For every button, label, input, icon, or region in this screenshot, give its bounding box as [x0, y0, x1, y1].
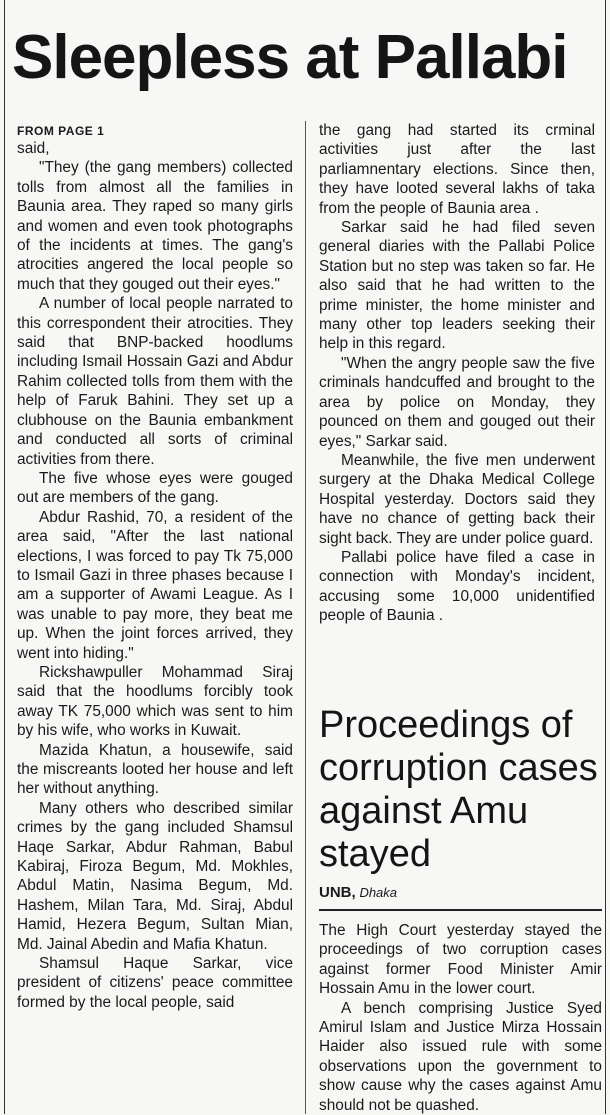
second-story-headline: Proceedings of corruption cases against Amu stayed [319, 704, 598, 875]
paragraph: Pallabi police have filed a case in connection with Monday's incident, accusing some 10,000 unidentified people of Baunia . [319, 548, 595, 625]
article-column-2 [319, 121, 595, 626]
paragraph: Shamsul Haque Sarkar, vice president of citizens' peace committee formed by the local people, said [17, 955, 293, 1011]
paragraph: A number of local people narrated to this correspondent their atrocities. They said that BNP-backed hoodlums including Ismail Hossain Gazi and Abdur Rahim collected tolls from them with the help of Faruk Bahini. They set up a clubhouse on the Baunia embankment and conducted all sorts of criminal activities from there. [17, 295, 293, 468]
paragraph: Many others who described similar crimes by the gang included Shamsul Haqe Sarkar, Abdur Rahman, Babul Kabiraj, Firoza Begum, Md. Mokhles, Abdul Matin, Nasima Begum, Md. Hashem, Milan Tara, Md. Siraj, Abdul Hamid, Hezera Begum, Sultan Mian, Md. Jainal Abedin and Mafia Khatun. [17, 799, 293, 953]
paragraph: said, [17, 140, 50, 157]
byline-rule [319, 909, 602, 911]
paragraph: Abdur Rashid, 70, a resident of the area said, "After the last national elections, I was forced to pay Tk 75,000 to Ismail Gazi in three phases because I am a supporter of Awami League. As I was unable to pay more, they beat me up. When the joint forces arrived, they went into hiding." [17, 508, 293, 662]
paragraph: Meanwhile, the five men underwent surgery at the Dhaka Medical College Hospital yesterday. Doctors said they have no chance of getting back their sight back. They are under police guard. [319, 451, 595, 547]
paragraph: "They (the gang members) collected tolls from almost all the families in Baunia area. They raped so many girls and women and even took photographs of the incidents at times. The gang's atrocities angered the local people so much that they gouged out their eyes." [17, 159, 293, 293]
paragraph: A bench comprising Justice Syed Amirul Islam and Justice Mirza Hossain Haider also issued rule with some observations upon the government to show cause why the cases against Amu should not be quashed. [319, 999, 602, 1114]
byline-place: Dhaka [359, 885, 398, 900]
article-column-1 [17, 121, 293, 1012]
paragraph: "When the angry people saw the five criminals handcuffed and brought to the area by police on Monday, they pounced on them and gouged out their eyes," Sarkar said. [319, 354, 595, 450]
byline-agency: UNB, [319, 884, 356, 901]
page-border-left [4, 0, 5, 1114]
page-border-right [605, 0, 606, 1114]
paragraph: The five whose eyes were gouged out are members of the gang. [17, 469, 293, 507]
second-story-byline [319, 884, 604, 902]
paragraph: Rickshawpuller Mohammad Siraj said that the hoodlums forcibly took away TK 75,000 which was sent to him by his wife, who works in Kuwait. [17, 663, 293, 740]
column-divider [305, 121, 306, 1114]
second-story-body [319, 921, 602, 1115]
paragraph: The High Court yesterday stayed the proceedings of two corruption cases against former Food Minister Amir Hossain Amu in the lower court. [319, 922, 602, 998]
paragraph: Mazida Khatun, a housewife, said the miscreants looted her house and left her without anything. [17, 741, 293, 798]
paragraph: Sarkar said he had filed seven general diaries with the Pallabi Police Station but no step was taken so far. He also said that he had written to the prime minister, the home minister and many other top leaders seeking their help in this regard. [319, 219, 595, 353]
page-headline: Sleepless at Pallabi [12, 23, 568, 92]
paragraph: the gang had started its crminal activities just after the last parliamnentary elections. Since then, they have looted several lakhs of taka from the people of Baunia area . [319, 122, 595, 217]
continuation-kicker: FROM PAGE 1 [17, 124, 105, 138]
